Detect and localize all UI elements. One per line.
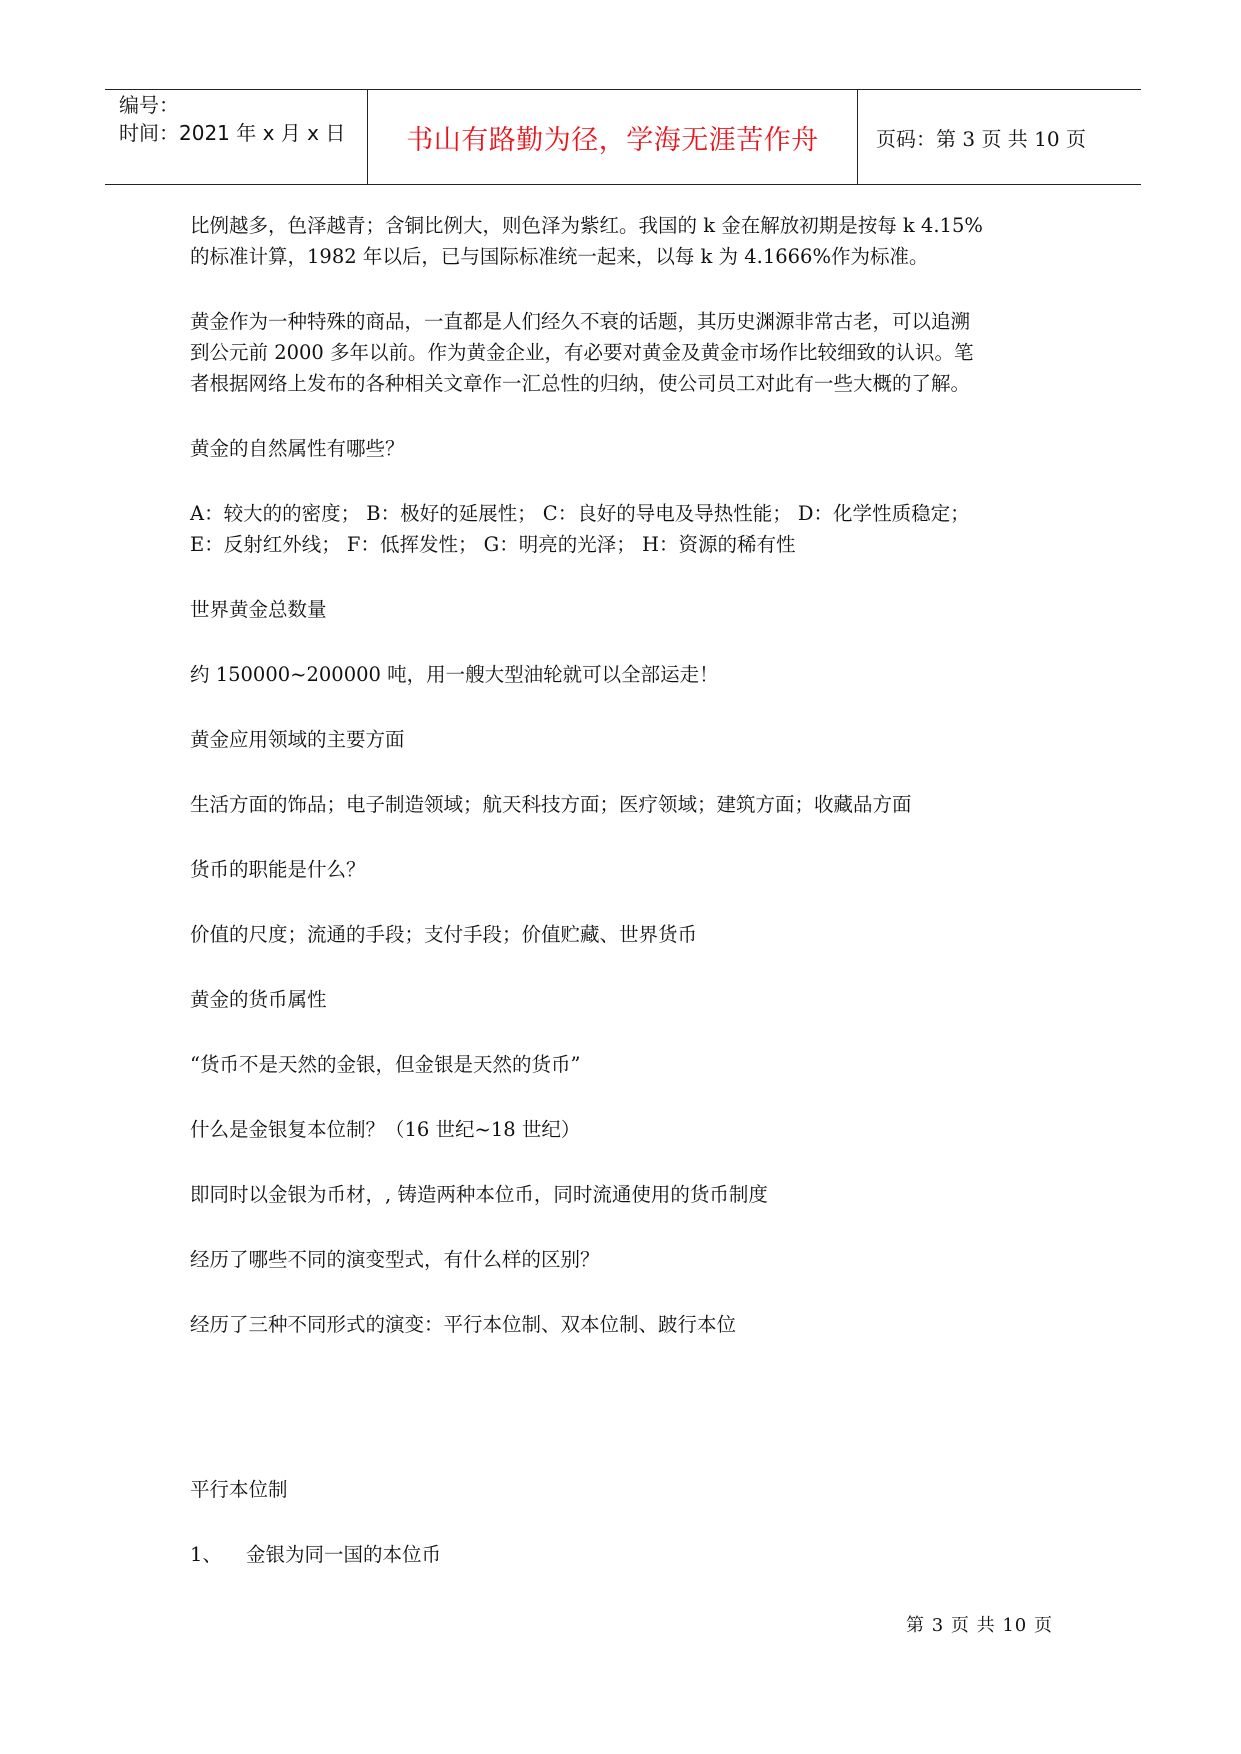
question-currency-attribute: 黄金的货币属性 bbox=[190, 988, 327, 1011]
document-number-label: 编号： bbox=[119, 93, 179, 117]
header-motto-cell bbox=[368, 90, 858, 184]
page-footer: 第 3 页 共 10 页 bbox=[906, 1615, 1053, 1636]
paragraph-line: 到公元前 2000 多年以前。作为黄金企业，有必要对黄金及黄金市场作比较细致的认识。笔 bbox=[190, 341, 974, 364]
question-world-gold-total: 世界黄金总数量 bbox=[190, 598, 327, 621]
answer-application-areas: 生活方面的饰品；电子制造领域；航天科技方面；医疗领域；建筑方面；收藏品方面 bbox=[190, 793, 912, 816]
paragraph-line: 比例越多，色泽越青；含铜比例大，则色泽为紫红。我国的 k 金在解放初期是按每 k 4.15% bbox=[190, 214, 983, 237]
question-natural-properties: 黄金的自然属性有哪些？ bbox=[190, 437, 405, 460]
answer-world-gold-total: 约 150000~200000 吨，用一艘大型油轮就可以全部运走！ bbox=[190, 663, 719, 686]
list-item-number: 1、 bbox=[190, 1543, 222, 1566]
question-application-areas: 黄金应用领域的主要方面 bbox=[190, 728, 405, 751]
header-motto: 书山有路勤为径，学海无涯苦作舟 bbox=[406, 124, 819, 156]
header-info-cell bbox=[105, 90, 368, 184]
answer-evolution-forms: 经历了三种不同形式的演变：平行本位制、双本位制、跛行本位 bbox=[190, 1313, 737, 1336]
list-item bbox=[190, 1539, 1070, 1570]
list-item-text: 金银为同一国的本位币 bbox=[246, 1543, 442, 1566]
paragraph-line: 者根据网络上发布的各种相关文章作一汇总性的归纳，使公司员工对此有一些大概的了解。 bbox=[190, 372, 971, 395]
page-header bbox=[105, 89, 1141, 185]
header-page-cell bbox=[858, 90, 1141, 184]
answer-natural-properties: E：反射红外线； F：低挥发性； G：明亮的光泽； H：资源的稀有性 bbox=[190, 533, 796, 556]
header-page-number: 页码：第 3 页 共 10 页 bbox=[876, 126, 1086, 151]
question-currency-function: 货币的职能是什么？ bbox=[190, 858, 366, 881]
answer-natural-properties: A：较大的的密度； B：极好的延展性； C：良好的导电及导热性能； D：化学性质稳定； bbox=[190, 502, 970, 525]
paragraph-line: 的标准计算，1982 年以后，已与国际标准统一起来，以每 k 为 4.1666%作为标准。 bbox=[190, 245, 929, 268]
question-evolution-forms: 经历了哪些不同的演变型式，有什么样的区别？ bbox=[190, 1248, 600, 1271]
document-body bbox=[190, 210, 1070, 1570]
answer-bimetallism: 即同时以金银为币材，, 铸造两种本位币，同时流通使用的货币制度 bbox=[190, 1183, 768, 1206]
question-bimetallism: 什么是金银复本位制？（16 世纪~18 世纪） bbox=[190, 1118, 581, 1141]
section-title: 平行本位制 bbox=[190, 1478, 288, 1501]
document-time-label: 时间：2021 年 x 月 x 日 bbox=[119, 121, 346, 145]
paragraph-line: 黄金作为一种特殊的商品，一直都是人们经久不衰的话题，其历史渊源非常古老，可以追溯 bbox=[190, 310, 971, 333]
answer-currency-function: 价值的尺度；流通的手段；支付手段；价值贮藏、世界货币 bbox=[190, 923, 698, 946]
answer-currency-attribute: “货币不是天然的金银，但金银是天然的货币” bbox=[190, 1053, 581, 1076]
